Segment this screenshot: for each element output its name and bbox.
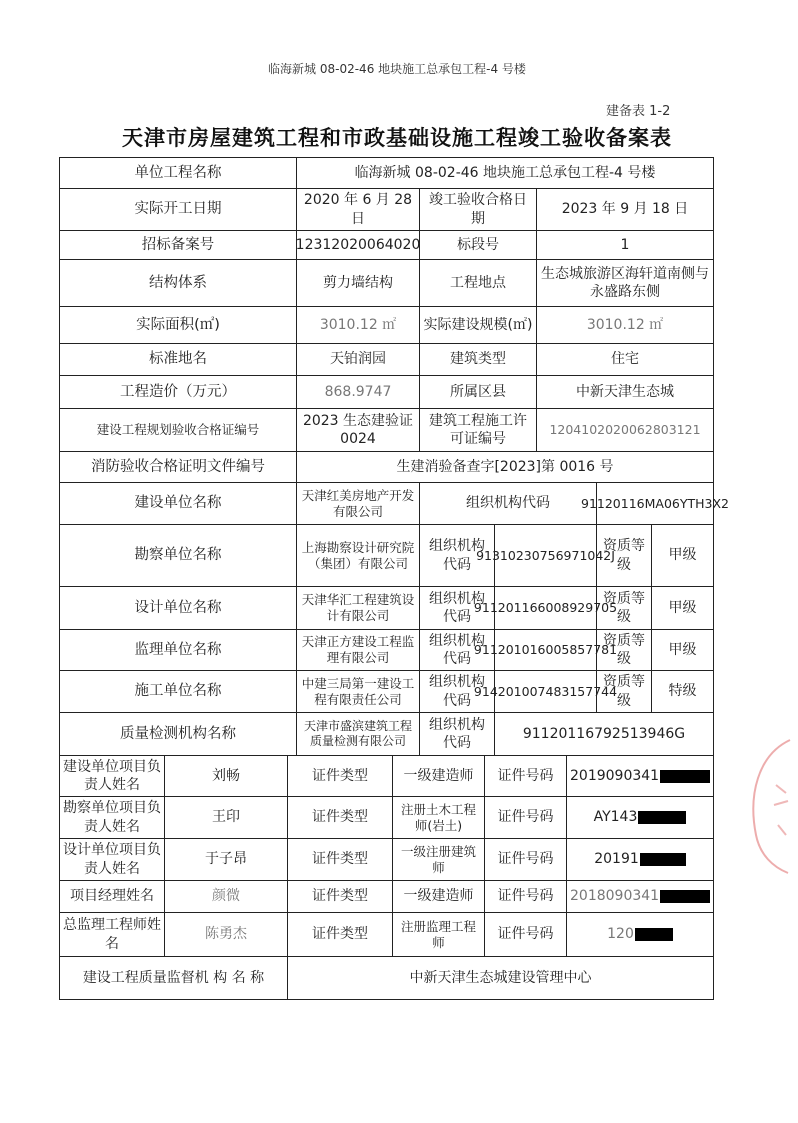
value-actual-area: 3010.12 ㎡ — [296, 306, 420, 344]
label-developer-person: 建设单位项目负责人姓名 — [59, 755, 165, 797]
label-contractor: 施工单位名称 — [59, 670, 297, 713]
label-design: 设计单位名称 — [59, 586, 297, 630]
value-actual-scale: 3010.12 ㎡ — [536, 306, 714, 344]
label-location: 工程地点 — [419, 259, 537, 307]
label-cert-no: 证件号码 — [484, 912, 567, 957]
label-survey-org-code: 组织机构代码 — [419, 524, 495, 587]
label-actual-scale: 实际建设规模(㎡) — [419, 306, 537, 344]
label-section-no: 标段号 — [419, 230, 537, 260]
value-developer: 天津红美房地产开发有限公司 — [296, 482, 420, 525]
value-design-org-code: 911201166008929705 — [494, 586, 597, 630]
value-contractor-qualification: 特级 — [651, 670, 714, 713]
label-construction-permit: 建筑工程施工许可证编号 — [419, 408, 537, 452]
value-design-qualification: 甲级 — [651, 586, 714, 630]
person-cert-no — [566, 838, 714, 881]
label-contractor-org-code: 组织机构代码 — [419, 670, 495, 713]
person-name: 刘畅 — [164, 755, 288, 797]
value-location: 生态城旅游区海轩道南侧与永盛路东侧 — [536, 259, 714, 307]
label-supervision-qualification: 资质等级 — [596, 629, 652, 671]
value-unit-project-name: 临海新城 08-02-46 地块施工总承包工程-4 号楼 — [296, 157, 714, 189]
person-cert-type: 一级建造师 — [392, 880, 485, 913]
document-header: 临海新城 08-02-46 地块施工总承包工程-4 号楼 — [268, 62, 526, 76]
label-cert-type: 证件类型 — [287, 796, 393, 839]
label-quality-test: 质量检测机构名称 — [59, 712, 297, 756]
redaction-bar — [660, 770, 710, 783]
value-start-date: 2020 年 6 月 28 日 — [296, 188, 420, 231]
value-contractor-org-code: 914201007483157744 — [494, 670, 597, 713]
label-bid-record-no: 招标备案号 — [59, 230, 297, 260]
value-bid-record-no: 12312020064020 — [296, 230, 420, 260]
label-quality-test-org-code: 组织机构代码 — [419, 712, 495, 756]
cert-no-text: 2019090341 — [570, 767, 660, 784]
label-standard-address: 标准地名 — [59, 343, 297, 376]
label-cert-no: 证件号码 — [484, 796, 567, 839]
value-building-type: 住宅 — [536, 343, 714, 376]
value-survey-qualification: 甲级 — [651, 524, 714, 587]
person-name: 于子昂 — [164, 838, 288, 881]
person-cert-type: 一级注册建筑师 — [392, 838, 485, 881]
value-section-no: 1 — [536, 230, 714, 260]
cert-no-text: 20191 — [594, 851, 639, 868]
cert-no-text: 120 — [607, 926, 634, 943]
redaction-bar — [635, 928, 673, 941]
label-cost: 工程造价（万元） — [59, 375, 297, 409]
value-design: 天津华汇工程建筑设计有限公司 — [296, 586, 420, 630]
person-cert-type: 注册监理工程师 — [392, 912, 485, 957]
label-chief-supervisor: 总监理工程师姓名 — [59, 912, 165, 957]
label-design-qualification: 资质等级 — [596, 586, 652, 630]
label-cert-no: 证件号码 — [484, 755, 567, 797]
value-quality-test: 天津市盛滨建筑工程质量检测有限公司 — [296, 712, 420, 756]
redaction-bar — [640, 853, 686, 866]
label-contractor-qualification: 资质等级 — [596, 670, 652, 713]
document-title: 天津市房屋建筑工程和市政基础设施工程竣工验收备案表 — [122, 126, 672, 150]
label-design-org-code: 组织机构代码 — [419, 586, 495, 630]
value-structure: 剪力墙结构 — [296, 259, 420, 307]
value-construction-permit: 1204102020062803121 — [536, 408, 714, 452]
label-planning-cert: 建设工程规划验收合格证编号 — [59, 408, 297, 452]
label-pm-name: 项目经理姓名 — [59, 880, 165, 913]
label-start-date: 实际开工日期 — [59, 188, 297, 231]
cert-no-text: 2018090341 — [570, 888, 660, 905]
label-acceptance-date: 竣工验收合格日期 — [419, 188, 537, 231]
person-name: 王印 — [164, 796, 288, 839]
label-survey: 勘察单位名称 — [59, 524, 297, 587]
label-cert-no: 证件号码 — [484, 838, 567, 881]
label-survey-qualification: 资质等级 — [596, 524, 652, 587]
label-cert-type: 证件类型 — [287, 838, 393, 881]
label-quality-supervision: 建设工程质量监督机 构 名 称 — [59, 956, 288, 1000]
value-acceptance-date: 2023 年 9 月 18 日 — [536, 188, 714, 231]
person-cert-no — [566, 755, 714, 797]
label-survey-person: 勘察单位项目负责人姓名 — [59, 796, 165, 839]
value-supervision: 天津正方建设工程监理有限公司 — [296, 629, 420, 671]
person-cert-no — [566, 880, 714, 913]
redaction-bar — [660, 890, 710, 903]
value-standard-address: 天铂润园 — [296, 343, 420, 376]
value-quality-test-org-code: 91120116792513946G — [494, 712, 714, 756]
value-survey: 上海勘察设计研究院（集团）有限公司 — [296, 524, 420, 587]
label-supervision-org-code: 组织机构代码 — [419, 629, 495, 671]
label-developer-org-code: 组织机构代码 — [419, 482, 597, 525]
label-unit-project-name: 单位工程名称 — [59, 157, 297, 189]
label-district: 所属区县 — [419, 375, 537, 409]
label-structure: 结构体系 — [59, 259, 297, 307]
person-cert-no — [566, 796, 714, 839]
label-cert-type: 证件类型 — [287, 755, 393, 797]
value-fire-cert: 生建消验备查字[2023]第 0016 号 — [296, 451, 714, 483]
person-name: 陈勇杰 — [164, 912, 288, 957]
person-name: 颜微 — [164, 880, 288, 913]
form-number: 建备表 1-2 — [606, 104, 671, 119]
label-cert-no: 证件号码 — [484, 880, 567, 913]
person-cert-no — [566, 912, 714, 957]
label-building-type: 建筑类型 — [419, 343, 537, 376]
cert-no-text: AY143 — [593, 809, 638, 826]
label-fire-cert: 消防验收合格证明文件编号 — [59, 451, 297, 483]
value-planning-cert: 2023 生态建验证0024 — [296, 408, 420, 452]
label-actual-area: 实际面积(㎡) — [59, 306, 297, 344]
redaction-bar — [638, 811, 686, 824]
value-supervision-qualification: 甲级 — [651, 629, 714, 671]
value-contractor: 中建三局第一建设工程有限责任公司 — [296, 670, 420, 713]
label-cert-type: 证件类型 — [287, 912, 393, 957]
value-district: 中新天津生态城 — [536, 375, 714, 409]
value-developer-org-code: 91120116MA06YTH3X2 — [596, 482, 714, 525]
official-seal-fragment — [728, 735, 798, 875]
label-supervision: 监理单位名称 — [59, 629, 297, 671]
person-cert-type: 注册土木工程师(岩土) — [392, 796, 485, 839]
person-cert-type: 一级建造师 — [392, 755, 485, 797]
value-cost: 868.9747 — [296, 375, 420, 409]
value-quality-supervision: 中新天津生态城建设管理中心 — [287, 956, 714, 1000]
label-cert-type: 证件类型 — [287, 880, 393, 913]
value-survey-org-code: 91310230756971042J — [494, 524, 597, 587]
label-developer: 建设单位名称 — [59, 482, 297, 525]
value-supervision-org-code: 911201016005857781 — [494, 629, 597, 671]
label-design-person: 设计单位项目负责人姓名 — [59, 838, 165, 881]
